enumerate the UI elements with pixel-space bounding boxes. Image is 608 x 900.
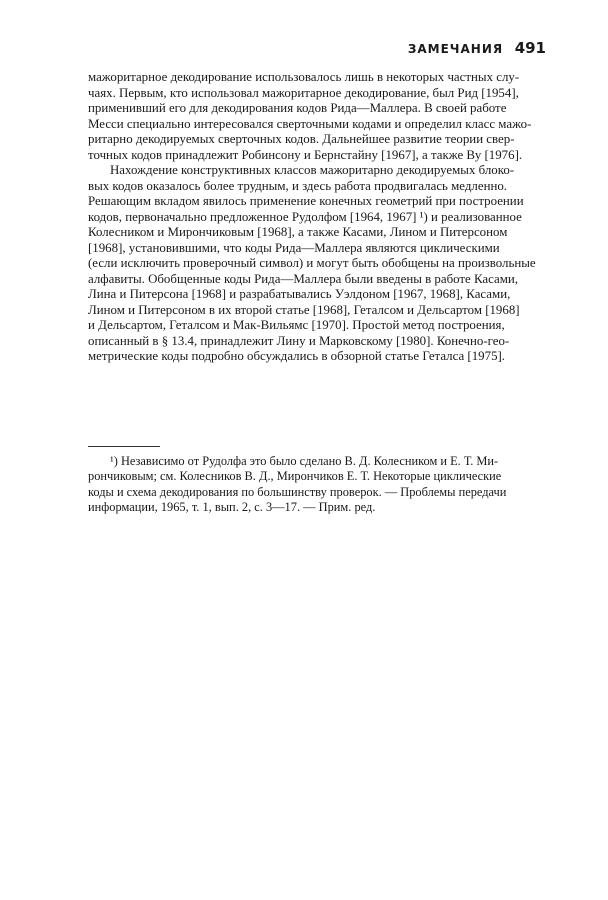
text-line: метрические коды подробно обсуждались в обзорной статье Геталса [1975]. (88, 349, 506, 363)
page-number: 491 (514, 39, 546, 57)
text-line: кодов, первоначально предложенное Рудолфом [1964, 1967] ¹) и реализованное (88, 209, 522, 224)
text-line: (если исключить проверочный символ) и могут быть обобщены на произвольные (88, 256, 536, 270)
footnote (88, 454, 546, 516)
text-line: ритарно декодируемых сверточных кодов. Дальнейшее развитие теории свер- (88, 132, 515, 146)
text-line: Решающим вкладом явилось применение конечных геометрий при построении (88, 194, 524, 208)
text-line: применивший его для декодирования кодов Рида—Маллера. В своей работе (88, 101, 507, 115)
text-line: Месси специально интересовался сверточными кодами и определил класс мажо- (88, 116, 532, 131)
running-title: ЗАМЕЧАНИЯ (407, 42, 504, 56)
text-line: мажоритарное декодирование использовалось лишь в некоторых частных слу- (88, 70, 520, 84)
running-head (300, 38, 546, 57)
footnote-line: рончиковым; см. Колесников В. Д., Мирончиков Е. Т. Некоторые циклические (88, 469, 502, 484)
footnote-divider (88, 446, 160, 447)
text-line: алфавиты. Обобщенные коды Рида—Маллера были введены в работе Касами, (88, 271, 519, 286)
main-text (88, 70, 546, 365)
text-line: чаях. Первым, кто использовал мажоритарное декодирование, был Рид [1954], (88, 85, 519, 100)
footnote-line: информации, 1965, т. 1, вып. 2, с. 3—17. — Прим. ред. (88, 500, 376, 515)
text-line: Колесником и Мирончиковым [1968], а также Касами, Лином и Питерсоном (88, 225, 508, 239)
paragraph-start-line: Нахождение конструктивных классов мажоритарно декодируемых блоко- (110, 163, 515, 177)
text-line: [1968], установившими, что коды Рида—Маллера являются циклическими (88, 240, 500, 255)
footnote-line: коды и схема декодирования по большинству проверок. — Проблемы передачи (88, 484, 507, 499)
text-line: Лина и Питерсона [1968] и разрабатывались Уэлдоном [1967, 1968], Касами, (88, 287, 511, 301)
footnote-line: ¹) Независимо от Рудолфа это было сделано В. Д. Колесником и Е. Т. Ми- (110, 454, 499, 468)
text-line: описанный в § 13.4, принадлежит Лину и Марковскому [1980]. Конечно-гео- (88, 333, 510, 348)
text-line: вых кодов оказалось более трудным, и здесь работа продвигалась медленно. (88, 178, 508, 193)
text-line: точных кодов принадлежит Робинсону и Бернстайну [1967], а также Ву [1976]. (88, 147, 523, 162)
text-line: и Дельсартом, Геталсом и Мак-Вильямс [1970]. Простой метод построения, (88, 318, 505, 332)
text-line: Лином и Питерсоном в их второй статье [1968], Геталсом и Дельсартом [1968] (88, 302, 520, 317)
